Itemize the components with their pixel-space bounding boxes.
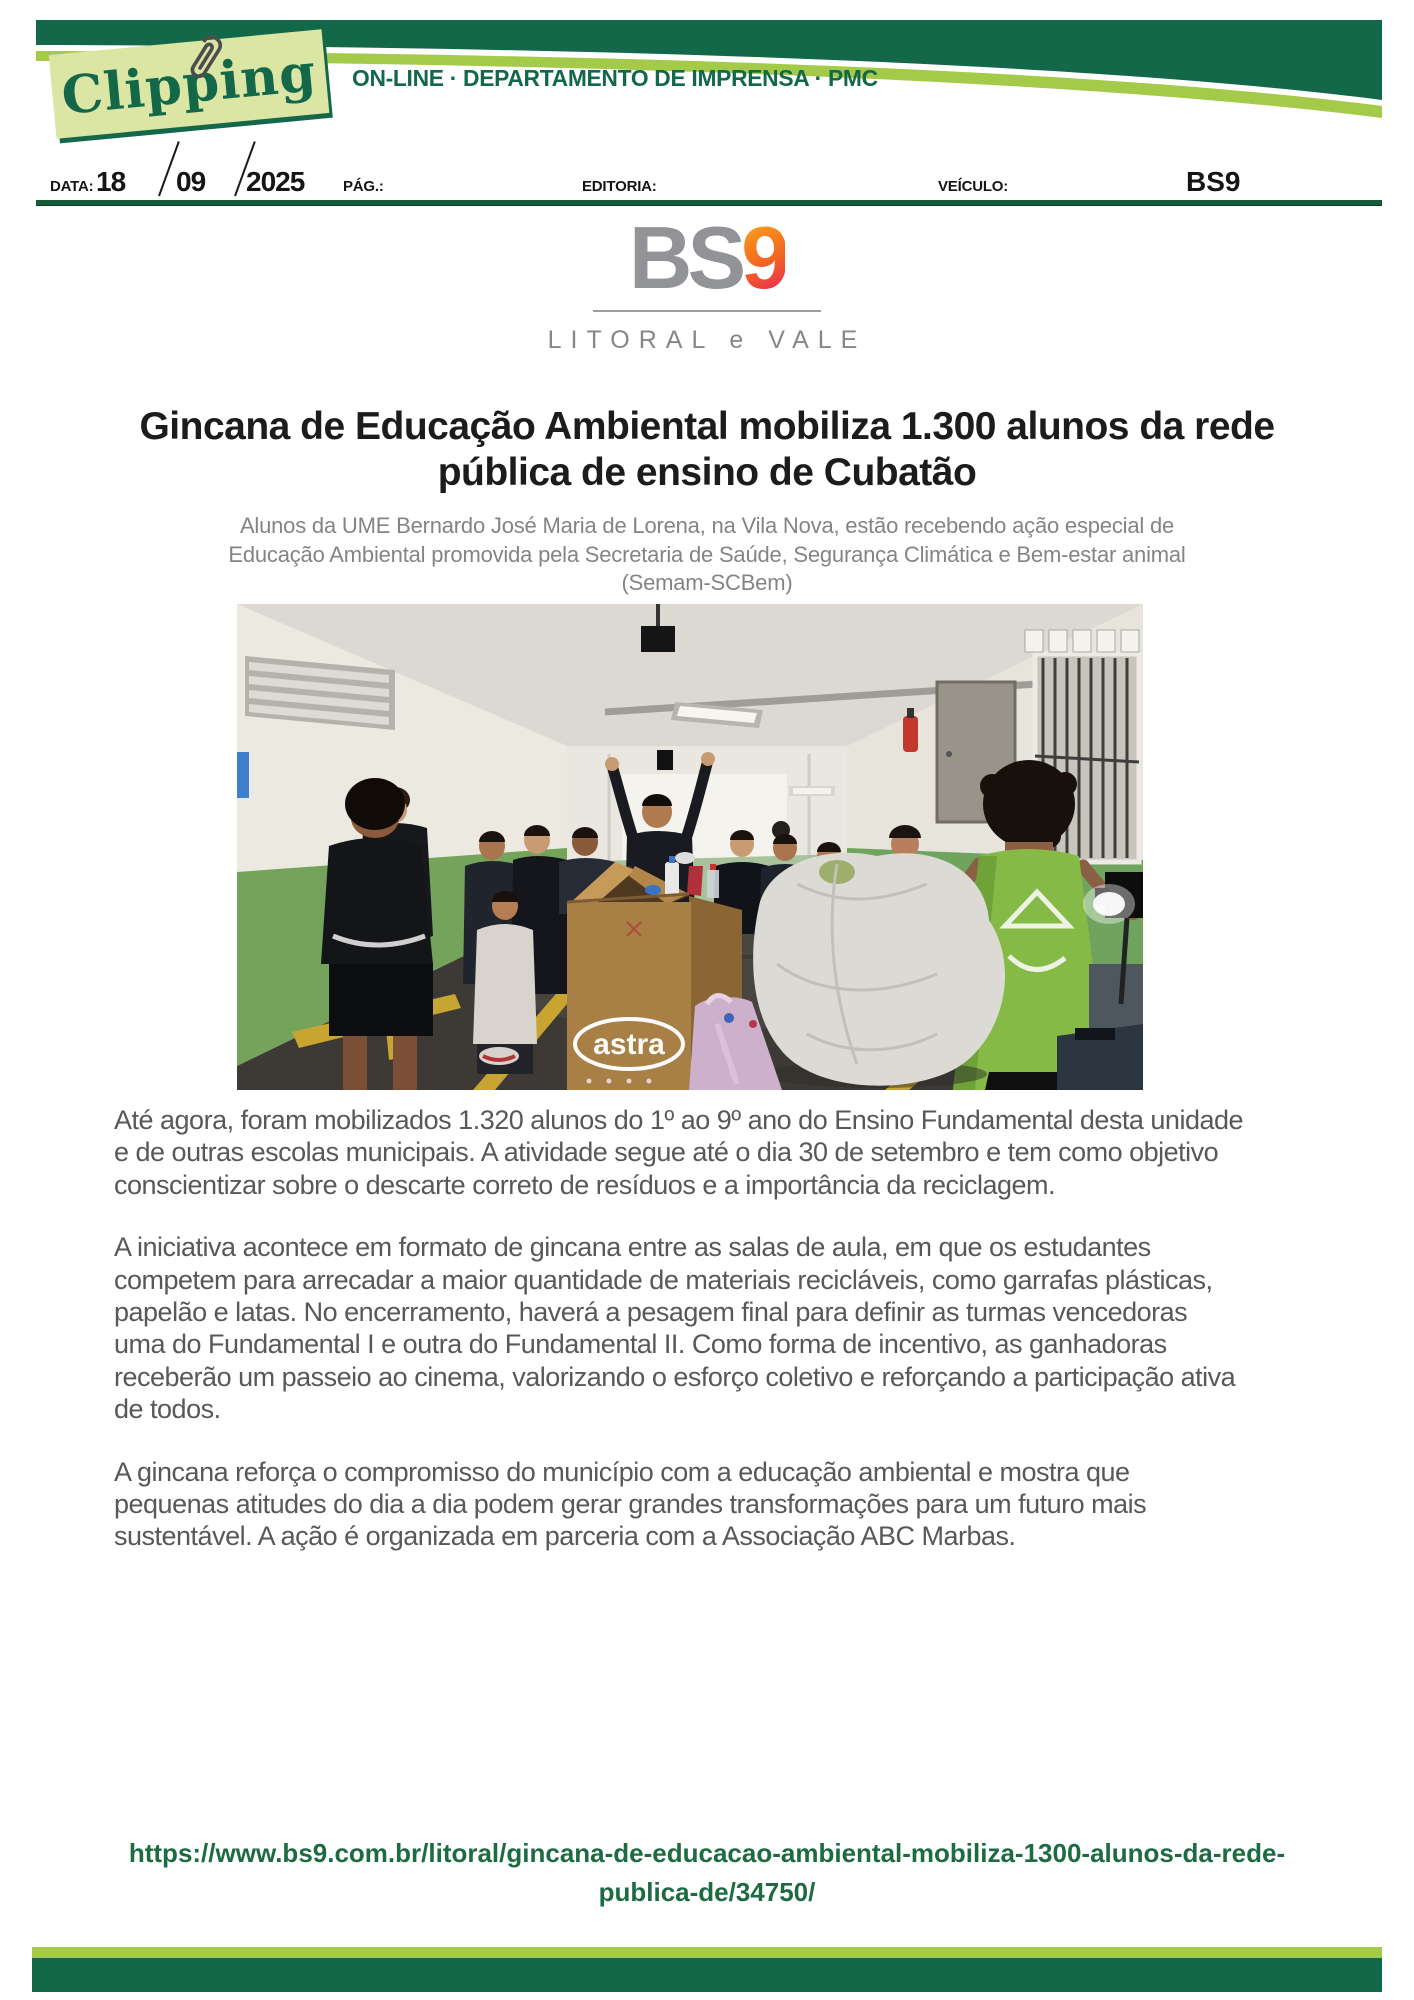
article-headline: Gincana de Educação Ambiental mobiliza 1.300 alunos da rede pública de ensino de Cubatão bbox=[139, 405, 1275, 494]
paragraph-1: Até agora, foram mobilizados 1.320 alunos do 1º ao 9º ano do Ensino Fundamental desta unidade e de outras escolas municipais. A atividade segue até o dia 30 de setembro e tem como objetivo conscientizar sobre o descarte correto de resíduos e a importância da reciclagem. bbox=[114, 1105, 1244, 1200]
box-brand-label: astra bbox=[593, 1028, 665, 1061]
blue-wall-sign bbox=[237, 752, 249, 798]
paragraph-2: A iniciativa acontece em formato de gincana entre as salas de aula, em que os estudantes competem para arrecadar a maior quantidade de materiais recicláveis, como garrafas plásticas, papelão e latas. No encerramento, haverá a pesagem final para definir as turmas vencedoras uma do Fundamental I e outra do Fundamental II. Como forma de incentivo, as ganhadoras receberão um passeio ao cinema, valorizando o esforço coletivo e reforçando a participação ativa de todos. bbox=[114, 1232, 1236, 1425]
meta-divider-rule bbox=[36, 200, 1382, 206]
date-month: 09 bbox=[176, 166, 206, 197]
transom-windows bbox=[1025, 630, 1139, 652]
date-year: 2025 bbox=[246, 166, 305, 197]
fire-extinguisher bbox=[903, 716, 918, 752]
paragraph-3: A gincana reforça o compromisso do município com a educação ambiental e mostra que pequenas atitudes do dia a dia podem gerar grandes transformações para um futuro mais sustentável. A ação é organizada em parceria com a Associação ABC Marbas. bbox=[114, 1456, 1147, 1552]
footer-light-green-bar bbox=[32, 1947, 1382, 1958]
bs9-logo bbox=[0, 208, 1414, 355]
dept-line: ON-LINE · DEPARTAMENTO DE IMPRENSA · PMC bbox=[352, 64, 878, 91]
veiculo-value: BS9 bbox=[1186, 166, 1241, 197]
date-day: 18 bbox=[96, 166, 126, 197]
editoria-label: EDITORIA: bbox=[582, 178, 657, 195]
veiculo-label: VEÍCULO: bbox=[938, 178, 1009, 195]
article-body bbox=[114, 1104, 1244, 1583]
article-url-link[interactable]: https://www.bs9.com.br/litoral/gincana-de-educacao-ambiental-mobiliza-1300-alunos-da-rede-publica-de/34750/ bbox=[128, 1838, 1286, 1907]
meta-row bbox=[36, 140, 1382, 198]
logo-underline bbox=[593, 310, 821, 312]
data-label: DATA: bbox=[50, 178, 94, 195]
pag-label: PÁG.: bbox=[343, 178, 384, 195]
article-photo bbox=[237, 604, 1143, 1090]
article-deck: Alunos da UME Bernardo José Maria de Lorena, na Vila Nova, estão recebendo ação especial de Educação Ambiental promovida pela Secretaria de Saúde, Segurança Climática e Bem-estar animal (Semam-SCBem) bbox=[228, 513, 1186, 596]
logo-tagline: LITORAL e VALE bbox=[547, 325, 867, 354]
footer-dark-green-bar bbox=[32, 1958, 1382, 1992]
bs9-logo-text bbox=[0, 208, 1414, 307]
logo-bs-text: BS bbox=[628, 208, 742, 307]
clipping-sticker-label: Clipping bbox=[58, 41, 320, 127]
ceiling-projector bbox=[641, 626, 675, 652]
logo-9-text: 9 bbox=[741, 208, 786, 307]
white-recycling-sack bbox=[753, 853, 1005, 1086]
